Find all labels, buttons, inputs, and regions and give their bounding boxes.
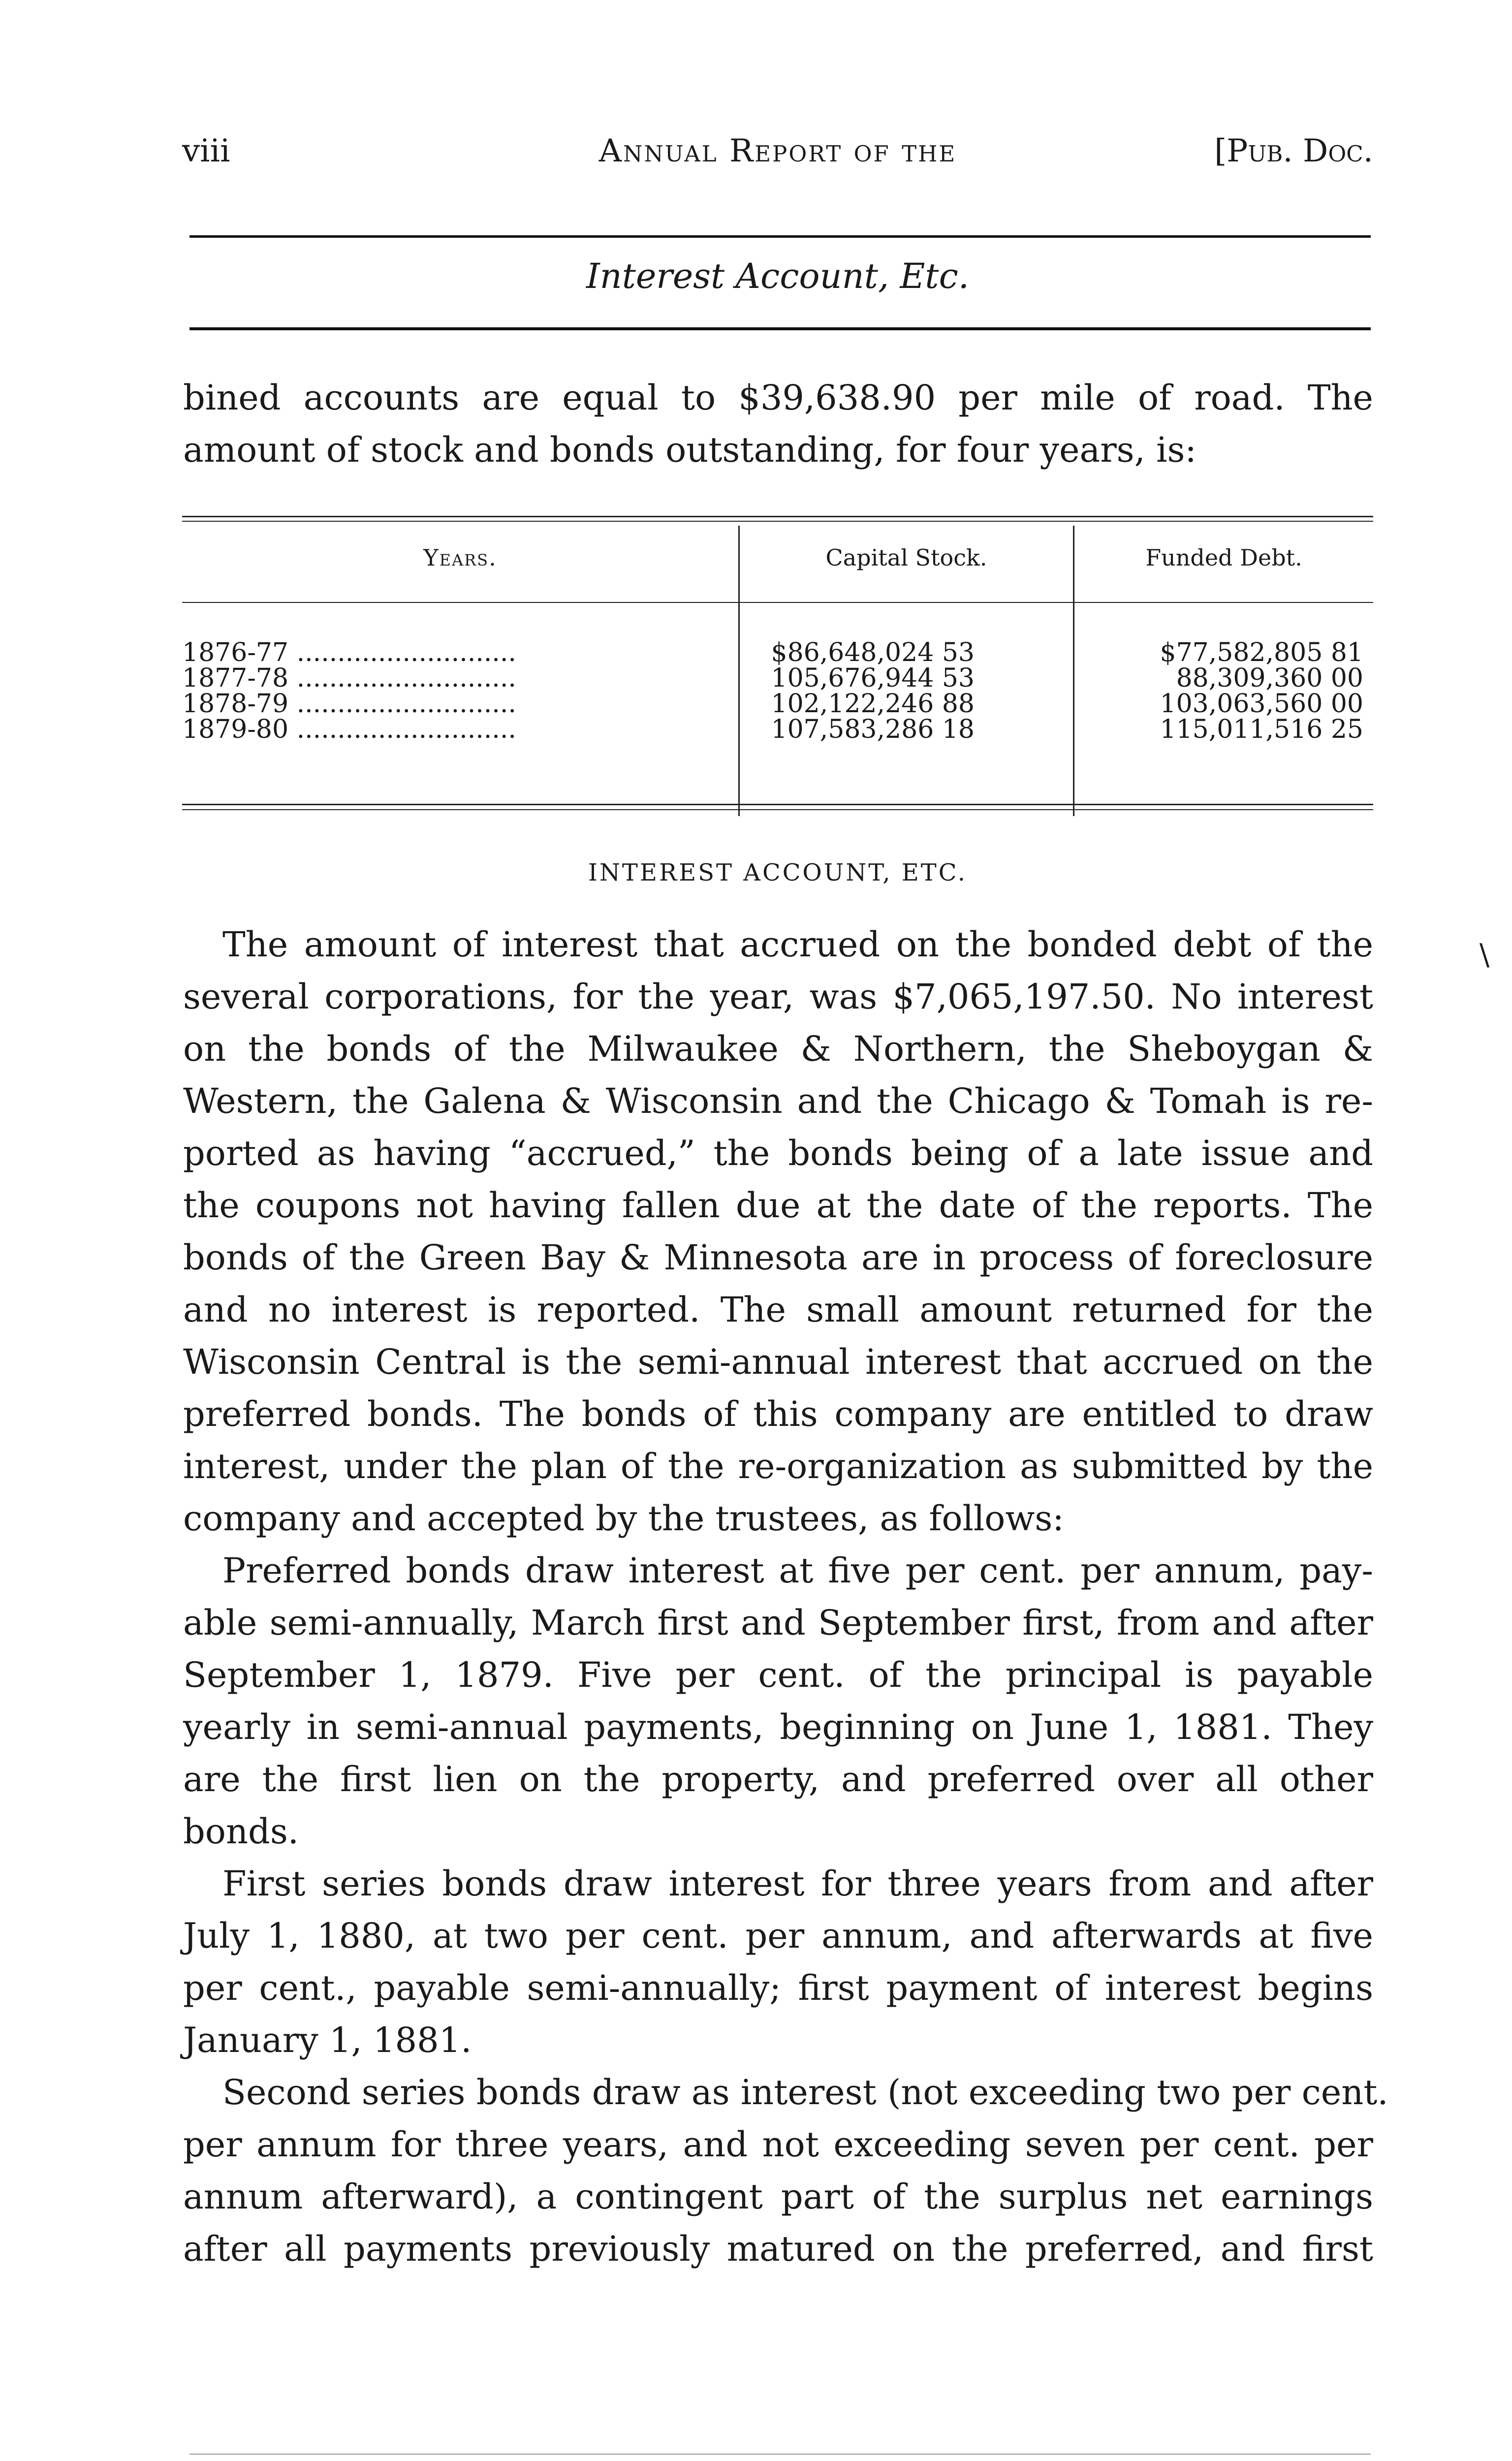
table-rule-top [182,516,1373,517]
capital-stock-cell: 107,583,286 18 [771,715,975,744]
table-rule-bottom-inner [182,809,1373,810]
text-line: September 1, 1879. Five per cent. of the principal is payable [183,1655,1373,1695]
text-line: company and accepted by the trustees, as follows: [183,1498,1064,1539]
subheading-rule [189,327,1371,330]
text-line: preferred bonds. The bonds of this company are entitled to draw [183,1394,1373,1434]
text-line: The amount of interest that accrued on the bonded debt of the [222,924,1373,965]
text-line: several corporations, for the year, was $7,065,197.50. No interest [183,977,1373,1017]
text-line: bined accounts are equal to $39,638.90 per mile of road. The [183,378,1373,418]
text-line: Second series bonds draw as interest (not exceeding two per cent. [222,2072,1388,2113]
text-line: interest, under the plan of the re-organization as submitted by the [183,1446,1373,1486]
funded-debt-cell: $77,582,805 81 [1160,638,1363,667]
funded-debt-cell: 88,309,360 00 [1176,663,1363,693]
capital-stock-cell: 105,676,944 53 [771,663,975,693]
text-line: Preferred bonds draw interest at five per cent. per annum, pay- [222,1550,1373,1591]
running-title: Annual Report of the [598,133,957,169]
header-rule [189,235,1371,238]
text-line: able semi-annually, March first and September first, from and after [183,1603,1373,1643]
header-capital-stock: Capital Stock. [825,544,987,571]
capital-stock-cell: 102,122,246 88 [771,689,975,719]
page-number: viii [182,133,230,169]
text-line: yearly in semi-annual payments, beginning on June 1, 1881. They [183,1707,1373,1747]
stock-bonds-table [182,511,1373,816]
text-line: Western, the Galena & Wisconsin and the Chicago & Tomah is re- [183,1081,1373,1121]
text-line: Wisconsin Central is the semi-annual interest that accrued on the [183,1342,1373,1382]
table-rule-header [182,602,1373,603]
year-cell: 1877-78 ........................... [182,663,516,693]
paragraph-interest [183,918,1373,1545]
text-line: ported as having “accrued,” the bonds being of a late issue and [183,1133,1373,1173]
text-line: after all payments previously matured on the preferred, and first [183,2229,1373,2269]
text-line: January 1, 1881. [183,2020,472,2060]
text-line: First series bonds draw interest for three years from and after [222,1863,1373,1904]
table-rule-bottom [182,804,1373,805]
paragraph-first-series [183,1858,1373,2066]
table-rule-top-inner [182,521,1373,522]
doc-reference: [Pub. Doc. [1214,133,1373,169]
table-row [182,715,1373,744]
year-cell: 1879-80 ........................... [182,715,516,744]
text-line: per cent., payable semi-annually; first payment of interest begins [183,1968,1373,2008]
section-title: INTEREST ACCOUNT, ETC. [588,859,968,886]
funded-debt-cell: 103,063,560 00 [1160,689,1363,719]
margin-mark: \ [1480,938,1490,972]
table-row [182,663,1373,693]
funded-debt-cell: 115,011,516 25 [1160,715,1363,744]
bottom-edge-rule [189,2454,1371,2455]
header-years: Years. [423,544,497,571]
paragraph-second-series [183,2066,1388,2275]
text-line: are the first lien on the property, and preferred over all other [183,1759,1373,1799]
text-line: per annum for three years, and not exceeding seven per cent. per [183,2124,1373,2165]
text-line: annum afterward), a contingent part of the surplus net earnings [183,2177,1373,2217]
year-cell: 1878-79 ........................... [182,689,516,719]
running-head [182,133,1373,172]
capital-stock-cell: $86,648,024 53 [771,638,975,667]
text-line: on the bonds of the Milwaukee & Northern, the Sheboygan & [183,1029,1373,1069]
table-row [182,638,1373,667]
subheading: Interest Account, Etc. [586,256,970,296]
header-funded-debt: Funded Debt. [1145,544,1302,571]
text-line: and no interest is reported. The small amount returned for the [183,1290,1373,1330]
text-line: bonds of the Green Bay & Minnesota are in process of foreclosure [183,1237,1373,1278]
text-line: bonds. [183,1811,299,1852]
year-cell: 1876-77 ........................... [182,638,516,667]
table-row [182,689,1373,719]
paragraph-preferred-bonds [183,1545,1373,1858]
text-line: amount of stock and bonds outstanding, for four years, is: [183,430,1197,470]
text-line: the coupons not having fallen due at the date of the reports. The [183,1185,1373,1226]
intro-paragraph [183,372,1373,476]
text-line: July 1, 1880, at two per cent. per annum, and afterwards at five [183,1916,1373,1956]
